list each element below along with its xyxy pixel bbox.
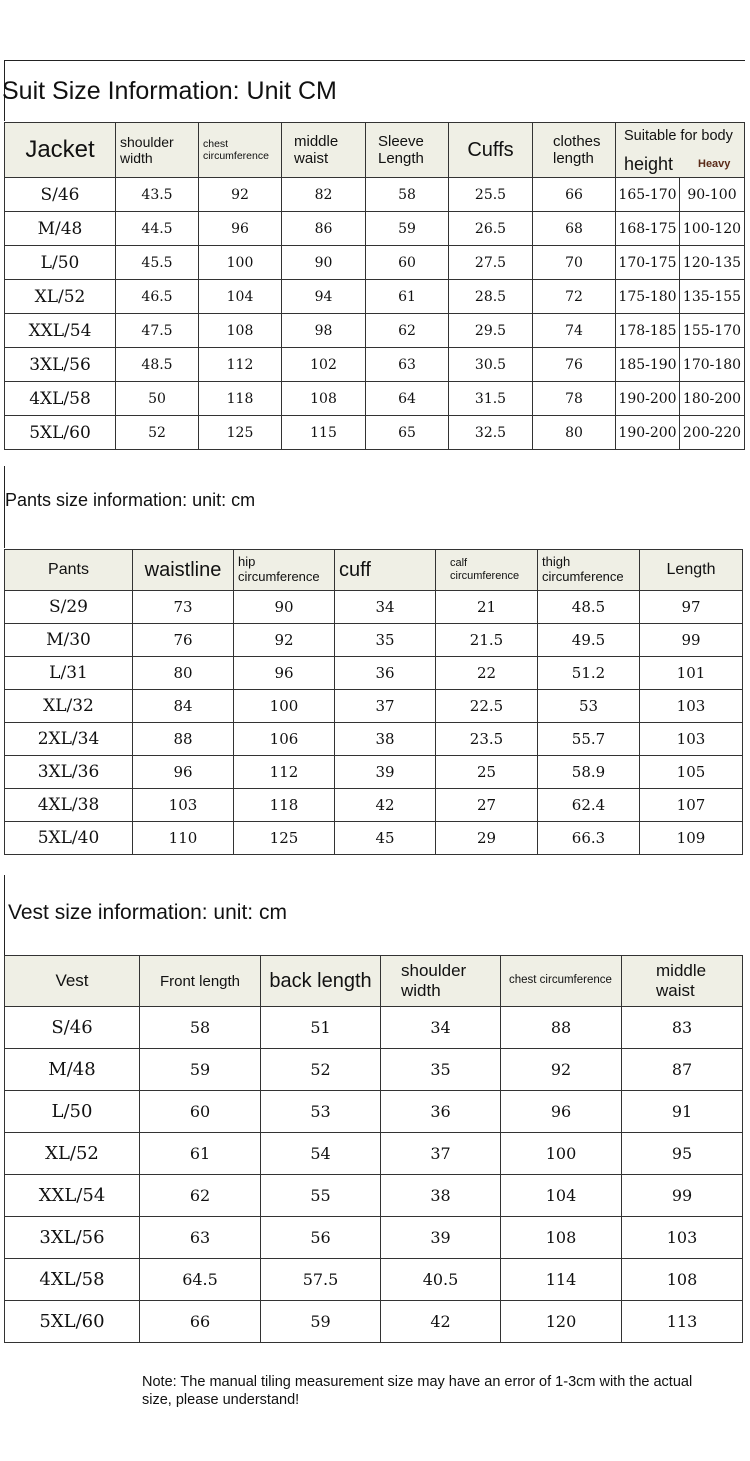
table-cell: 155-170 xyxy=(680,314,745,348)
table-cell: 109 xyxy=(640,822,743,855)
table-cell: 180-200 xyxy=(680,382,745,416)
table-cell: 65 xyxy=(366,416,449,450)
table-cell: 170-180 xyxy=(680,348,745,382)
size-cell: XXL/54 xyxy=(5,1175,140,1217)
table-cell: 29.5 xyxy=(449,314,533,348)
pants-rows xyxy=(5,591,743,855)
table-cell: 115 xyxy=(282,416,366,450)
table-row xyxy=(5,591,743,624)
table-cell: 44.5 xyxy=(116,212,199,246)
table-cell: 56 xyxy=(261,1217,381,1259)
suit-title: Suit Size Information: Unit CM xyxy=(2,77,337,105)
table-cell: 118 xyxy=(234,789,335,822)
table-row xyxy=(5,280,745,314)
table-cell: 60 xyxy=(140,1091,261,1133)
table-cell: 190-200 xyxy=(616,416,680,450)
table-cell: 26.5 xyxy=(449,212,533,246)
size-cell: S/46 xyxy=(5,1007,140,1049)
table-row xyxy=(5,1133,743,1175)
table-cell: 100 xyxy=(501,1133,622,1175)
table-cell: 88 xyxy=(133,723,234,756)
table-cell: 27 xyxy=(436,789,538,822)
table-cell: 103 xyxy=(622,1217,743,1259)
table-cell: 83 xyxy=(622,1007,743,1049)
header-clothes-length: clothes length xyxy=(533,123,616,178)
table-cell: 76 xyxy=(533,348,616,382)
table-cell: 112 xyxy=(199,348,282,382)
suit-table xyxy=(4,122,745,450)
table-row xyxy=(5,756,743,789)
header-chest-circumference: chest circumference xyxy=(199,123,282,178)
size-cell: L/31 xyxy=(5,657,133,690)
table-cell: 68 xyxy=(533,212,616,246)
table-cell: 61 xyxy=(140,1133,261,1175)
header-suitable-for-body xyxy=(616,123,745,178)
table-cell: 36 xyxy=(381,1091,501,1133)
table-cell: 62.4 xyxy=(538,789,640,822)
table-cell: 88 xyxy=(501,1007,622,1049)
table-cell: 51 xyxy=(261,1007,381,1049)
table-cell: 110 xyxy=(133,822,234,855)
table-cell: 21 xyxy=(436,591,538,624)
size-cell: XXL/54 xyxy=(5,314,116,348)
table-cell: 101 xyxy=(640,657,743,690)
table-cell: 37 xyxy=(335,690,436,723)
table-cell: 22 xyxy=(436,657,538,690)
table-cell: 168-175 xyxy=(616,212,680,246)
pants-table xyxy=(4,549,743,855)
table-cell: 125 xyxy=(199,416,282,450)
table-cell: 100-120 xyxy=(680,212,745,246)
header-middle-waist: middle waist xyxy=(622,956,743,1007)
heavy-label: Heavy xyxy=(698,158,731,170)
table-cell: 76 xyxy=(133,624,234,657)
table-row xyxy=(5,723,743,756)
note-text: Note: The manual tiling measurement size may have an error of 1-3cm with the actual size, please understand! xyxy=(142,1374,693,1408)
header-sleeve-length: Sleeve Length xyxy=(366,123,449,178)
table-row xyxy=(5,212,745,246)
table-cell: 96 xyxy=(501,1091,622,1133)
header-shoulder-width: shoulder width xyxy=(381,956,501,1007)
size-cell: 4XL/58 xyxy=(5,1259,140,1301)
header-cuffs: Cuffs xyxy=(449,123,533,178)
table-cell: 63 xyxy=(140,1217,261,1259)
table-cell: 99 xyxy=(640,624,743,657)
table-cell: 95 xyxy=(622,1133,743,1175)
table-cell: 200-220 xyxy=(680,416,745,450)
table-cell: 55.7 xyxy=(538,723,640,756)
table-cell: 118 xyxy=(199,382,282,416)
table-row xyxy=(5,382,745,416)
table-cell: 103 xyxy=(133,789,234,822)
table-cell: 34 xyxy=(381,1007,501,1049)
table-cell: 73 xyxy=(133,591,234,624)
table-cell: 23.5 xyxy=(436,723,538,756)
table-cell: 91 xyxy=(622,1091,743,1133)
table-row xyxy=(5,246,745,280)
table-cell: 58 xyxy=(140,1007,261,1049)
table-cell: 66.3 xyxy=(538,822,640,855)
table-cell: 62 xyxy=(366,314,449,348)
table-cell: 63 xyxy=(366,348,449,382)
table-row xyxy=(5,657,743,690)
table-cell: 55 xyxy=(261,1175,381,1217)
table-row xyxy=(5,1175,743,1217)
header-cuff: cuff xyxy=(335,550,436,591)
table-cell: 50 xyxy=(116,382,199,416)
size-cell: 5XL/60 xyxy=(5,416,116,450)
table-row xyxy=(5,416,745,450)
size-cell: XL/32 xyxy=(5,690,133,723)
table-cell: 99 xyxy=(622,1175,743,1217)
table-cell: 97 xyxy=(640,591,743,624)
table-cell: 42 xyxy=(381,1301,501,1343)
suit-header-row xyxy=(5,123,745,178)
table-cell: 82 xyxy=(282,178,366,212)
table-cell: 78 xyxy=(533,382,616,416)
table-cell: 96 xyxy=(234,657,335,690)
size-cell: 4XL/58 xyxy=(5,382,116,416)
table-row xyxy=(5,1091,743,1133)
table-cell: 59 xyxy=(140,1049,261,1091)
table-cell: 25.5 xyxy=(449,178,533,212)
size-cell: 5XL/60 xyxy=(5,1301,140,1343)
table-cell: 27.5 xyxy=(449,246,533,280)
size-cell: XL/52 xyxy=(5,1133,140,1175)
table-cell: 60 xyxy=(366,246,449,280)
table-cell: 84 xyxy=(133,690,234,723)
table-cell: 108 xyxy=(622,1259,743,1301)
header-back-length: back length xyxy=(261,956,381,1007)
table-cell: 102 xyxy=(282,348,366,382)
pants-title: Pants size information: unit: cm xyxy=(5,490,256,510)
table-cell: 165-170 xyxy=(616,178,680,212)
table-cell: 64 xyxy=(366,382,449,416)
table-cell: 96 xyxy=(199,212,282,246)
table-cell: 59 xyxy=(366,212,449,246)
header-front-length: Front length xyxy=(140,956,261,1007)
table-row xyxy=(5,348,745,382)
table-cell: 21.5 xyxy=(436,624,538,657)
table-cell: 108 xyxy=(282,382,366,416)
vest-header-row xyxy=(5,956,743,1007)
table-cell: 90 xyxy=(234,591,335,624)
table-row xyxy=(5,822,743,855)
table-cell: 80 xyxy=(533,416,616,450)
header-chest-circumference: chest circumference xyxy=(501,956,622,1007)
table-cell: 52 xyxy=(116,416,199,450)
header-calf-circumference: calf circumference xyxy=(436,550,538,591)
table-cell: 61 xyxy=(366,280,449,314)
table-cell: 135-155 xyxy=(680,280,745,314)
table-cell: 51.2 xyxy=(538,657,640,690)
table-cell: 48.5 xyxy=(116,348,199,382)
size-cell: S/46 xyxy=(5,178,116,212)
table-cell: 62 xyxy=(140,1175,261,1217)
table-cell: 66 xyxy=(140,1301,261,1343)
table-cell: 105 xyxy=(640,756,743,789)
vest-frame-line xyxy=(4,875,5,955)
table-cell: 31.5 xyxy=(449,382,533,416)
table-cell: 28.5 xyxy=(449,280,533,314)
vest-table xyxy=(4,955,743,1343)
table-cell: 52 xyxy=(261,1049,381,1091)
header-thigh-circumference: thigh circumference xyxy=(538,550,640,591)
table-cell: 113 xyxy=(622,1301,743,1343)
table-cell: 103 xyxy=(640,690,743,723)
size-cell: L/50 xyxy=(5,246,116,280)
header-pants: Pants xyxy=(5,550,133,591)
table-cell: 58 xyxy=(366,178,449,212)
table-row xyxy=(5,690,743,723)
pants-header-row xyxy=(5,550,743,591)
table-cell: 39 xyxy=(381,1217,501,1259)
table-cell: 45.5 xyxy=(116,246,199,280)
table-cell: 22.5 xyxy=(436,690,538,723)
table-cell: 87 xyxy=(622,1049,743,1091)
header-waistline: waistline xyxy=(133,550,234,591)
table-cell: 59 xyxy=(261,1301,381,1343)
table-cell: 29 xyxy=(436,822,538,855)
vest-title: Vest size information: unit: cm xyxy=(8,901,287,924)
table-cell: 25 xyxy=(436,756,538,789)
table-cell: 120-135 xyxy=(680,246,745,280)
table-cell: 45 xyxy=(335,822,436,855)
table-cell: 54 xyxy=(261,1133,381,1175)
table-cell: 92 xyxy=(199,178,282,212)
table-cell: 36 xyxy=(335,657,436,690)
table-cell: 108 xyxy=(501,1217,622,1259)
table-cell: 32.5 xyxy=(449,416,533,450)
size-cell: M/48 xyxy=(5,1049,140,1091)
table-cell: 39 xyxy=(335,756,436,789)
table-row xyxy=(5,1259,743,1301)
table-cell: 48.5 xyxy=(538,591,640,624)
table-cell: 185-190 xyxy=(616,348,680,382)
table-cell: 43.5 xyxy=(116,178,199,212)
table-cell: 30.5 xyxy=(449,348,533,382)
table-cell: 112 xyxy=(234,756,335,789)
header-length: Length xyxy=(640,550,743,591)
table-cell: 98 xyxy=(282,314,366,348)
table-cell: 190-200 xyxy=(616,382,680,416)
table-cell: 100 xyxy=(199,246,282,280)
header-jacket: Jacket xyxy=(5,123,116,178)
table-cell: 100 xyxy=(234,690,335,723)
height-label: height xyxy=(624,154,674,174)
table-cell: 57.5 xyxy=(261,1259,381,1301)
size-cell: 3XL/36 xyxy=(5,756,133,789)
table-cell: 114 xyxy=(501,1259,622,1301)
suit-rows xyxy=(5,178,745,450)
table-cell: 42 xyxy=(335,789,436,822)
table-cell: 74 xyxy=(533,314,616,348)
table-cell: 86 xyxy=(282,212,366,246)
table-cell: 107 xyxy=(640,789,743,822)
size-cell: 3XL/56 xyxy=(5,1217,140,1259)
table-cell: 58.9 xyxy=(538,756,640,789)
table-cell: 35 xyxy=(381,1049,501,1091)
table-cell: 178-185 xyxy=(616,314,680,348)
table-cell: 175-180 xyxy=(616,280,680,314)
table-cell: 72 xyxy=(533,280,616,314)
table-cell: 80 xyxy=(133,657,234,690)
table-row xyxy=(5,1007,743,1049)
table-cell: 96 xyxy=(133,756,234,789)
header-shoulder-width: shoulder width xyxy=(116,123,199,178)
size-cell: M/48 xyxy=(5,212,116,246)
header-hip-circumference: hip circumference xyxy=(234,550,335,591)
table-cell: 108 xyxy=(199,314,282,348)
table-cell: 90-100 xyxy=(680,178,745,212)
table-row xyxy=(5,1049,743,1091)
table-row xyxy=(5,624,743,657)
size-cell: 5XL/40 xyxy=(5,822,133,855)
table-cell: 92 xyxy=(501,1049,622,1091)
table-cell: 37 xyxy=(381,1133,501,1175)
table-cell: 40.5 xyxy=(381,1259,501,1301)
size-cell: XL/52 xyxy=(5,280,116,314)
table-row xyxy=(5,1217,743,1259)
table-cell: 34 xyxy=(335,591,436,624)
table-cell: 120 xyxy=(501,1301,622,1343)
suitable-label: Suitable for body xyxy=(624,128,733,144)
table-row xyxy=(5,1301,743,1343)
table-row xyxy=(5,789,743,822)
table-row xyxy=(5,314,745,348)
table-cell: 53 xyxy=(261,1091,381,1133)
table-cell: 103 xyxy=(640,723,743,756)
table-cell: 125 xyxy=(234,822,335,855)
table-cell: 38 xyxy=(335,723,436,756)
table-cell: 47.5 xyxy=(116,314,199,348)
size-cell: 3XL/56 xyxy=(5,348,116,382)
table-cell: 94 xyxy=(282,280,366,314)
size-cell: S/29 xyxy=(5,591,133,624)
size-cell: 4XL/38 xyxy=(5,789,133,822)
header-middle-waist: middle waist xyxy=(282,123,366,178)
table-cell: 49.5 xyxy=(538,624,640,657)
table-cell: 64.5 xyxy=(140,1259,261,1301)
table-cell: 53 xyxy=(538,690,640,723)
table-cell: 92 xyxy=(234,624,335,657)
table-cell: 35 xyxy=(335,624,436,657)
size-cell: 2XL/34 xyxy=(5,723,133,756)
table-cell: 90 xyxy=(282,246,366,280)
table-cell: 104 xyxy=(501,1175,622,1217)
vest-rows xyxy=(5,1007,743,1343)
table-cell: 106 xyxy=(234,723,335,756)
table-cell: 46.5 xyxy=(116,280,199,314)
table-row xyxy=(5,178,745,212)
table-cell: 66 xyxy=(533,178,616,212)
header-vest: Vest xyxy=(5,956,140,1007)
size-cell: M/30 xyxy=(5,624,133,657)
table-cell: 70 xyxy=(533,246,616,280)
table-cell: 170-175 xyxy=(616,246,680,280)
table-cell: 104 xyxy=(199,280,282,314)
table-cell: 38 xyxy=(381,1175,501,1217)
size-cell: L/50 xyxy=(5,1091,140,1133)
